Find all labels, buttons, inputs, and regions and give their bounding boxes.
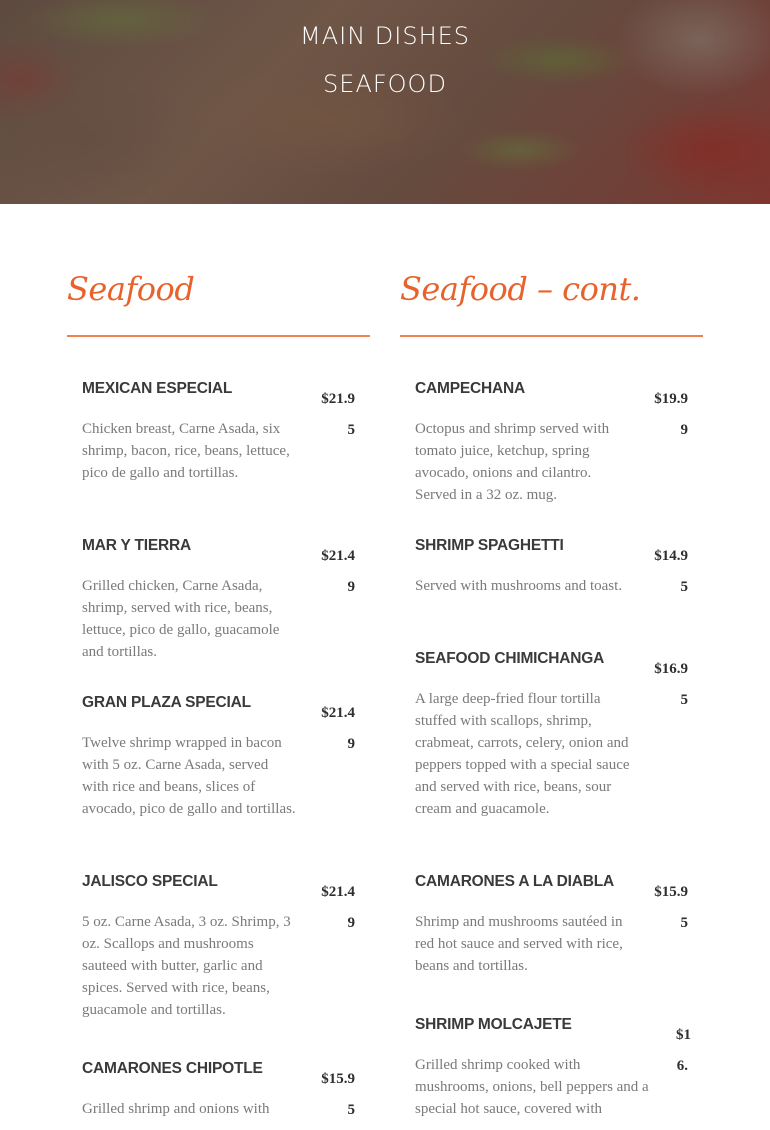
menu-item-price: $21.49 — [321, 884, 355, 931]
menu-item-price: $14.95 — [654, 548, 688, 595]
menu-item — [415, 1016, 691, 1120]
menu-item — [415, 650, 688, 820]
menu-item-description: 5 oz. Carne Asada, 3 oz. Shrimp, 3 oz. Scallops and mushrooms sauteed with butter, garlic and spices. Served with rice, beans, guacamole and tortillas. — [82, 914, 291, 1018]
menu-item-name: SHRIMP MOLCAJETE — [415, 1016, 572, 1033]
menu-item-price: $21.49 — [321, 705, 355, 752]
menu-item — [415, 537, 688, 597]
hero-banner — [0, 0, 770, 204]
menu-item-name: JALISCO SPECIAL — [82, 873, 218, 890]
menu-item — [82, 380, 355, 484]
menu-item-price: $21.95 — [321, 391, 355, 438]
section-divider — [67, 335, 370, 337]
menu-item-description: Shrimp and mushrooms sautéed in red hot sauce and served with rice, beans and tortillas. — [415, 914, 623, 974]
menu-item-price: $15.95 — [321, 1071, 355, 1118]
menu-item-name: CAMARONES CHIPOTLE — [82, 1060, 263, 1077]
section-heading: Seafood – cont. — [400, 270, 641, 308]
menu-item-name: SEAFOOD CHIMICHANGA — [415, 650, 605, 667]
menu-item-name: SHRIMP SPAGHETTI — [415, 537, 564, 554]
menu-item-name: CAMARONES A LA DIABLA — [415, 873, 615, 890]
menu-item-name: MEXICAN ESPECIAL — [82, 380, 233, 397]
menu-item-description: Twelve shrimp wrapped in bacon with 5 oz. Carne Asada, served with rice and beans, slices of avocado, pico de gallo and tortillas. — [82, 735, 296, 817]
menu-item-description: Grilled chicken, Carne Asada, shrimp, served with rice, beans, lettuce, pico de gallo, guacamole and tortillas. — [82, 578, 280, 660]
menu-item-name: GRAN PLAZA SPECIAL — [82, 694, 251, 711]
menu-item-price: $16. — [676, 1027, 691, 1074]
menu-item-description: A large deep-fried flour tortilla stuffed with scallops, shrimp, crabmeat, carrots, celery, onion and peppers topped with a special sauce and served with rice, beans, sour cream and guacamole. — [415, 691, 630, 817]
menu-item-name: MAR Y TIERRA — [82, 537, 191, 554]
menu-item-description: Octopus and shrimp served with tomato juice, ketchup, spring avocado, onions and cilantro. Served in a 32 oz. mug. — [415, 421, 610, 503]
menu-item — [82, 694, 355, 820]
menu-item-description: Served with mushrooms and toast. — [415, 578, 623, 594]
menu-item-price: $16.95 — [654, 661, 688, 708]
menu-item-description: Grilled shrimp and onions with — [82, 1101, 270, 1117]
menu-item-name: CAMPECHANA — [415, 380, 525, 397]
menu-item — [82, 1060, 355, 1120]
page-subtitle: SEAFOOD — [323, 70, 447, 98]
menu-item-price: $19.99 — [654, 391, 688, 438]
menu-item — [415, 380, 688, 506]
menu-item-description: Chicken breast, Carne Asada, six shrimp, bacon, rice, beans, lettuce, pico de gallo and tortillas. — [82, 421, 290, 481]
section-heading: Seafood — [67, 270, 195, 308]
menu-item-description: Grilled shrimp cooked with mushrooms, onions, bell peppers and a special hot sauce, covered with — [415, 1057, 649, 1117]
menu-item-price: $21.49 — [321, 548, 355, 595]
section-divider — [400, 335, 703, 337]
menu-item — [415, 873, 688, 977]
menu-item-price: $15.95 — [654, 884, 688, 931]
menu-item — [82, 873, 355, 1021]
page-title: MAIN DISHES — [299, 22, 471, 50]
menu-item — [82, 537, 355, 663]
